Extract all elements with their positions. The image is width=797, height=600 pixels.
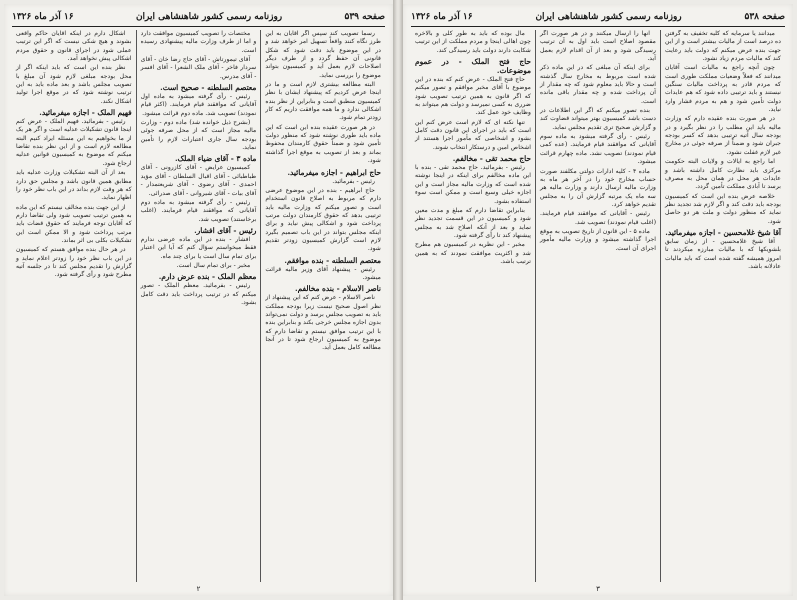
left-page-column-1 <box>261 30 385 582</box>
speaker-heading: معتصم السلطنه - صحیح است. <box>160 83 257 93</box>
paragraph: آنها را ارسال میکنند و در هر صورت اگر مقصود اصلاح است باید اول به آن ترتیب رسیدگی شود و بعد از آن اقدام لازم بعمل آید. <box>540 30 656 63</box>
speaker-heading: ناصر الاسلام - بنده مخالفم. <box>295 284 381 294</box>
paragraph: آقای تیمورتاش - آقای حاج رضا خان - آقای سردار فاخر - آقای ملک الشعرا - آقای افسر - آقای مدرس. <box>140 56 257 80</box>
right-page <box>403 4 793 596</box>
right-page-header <box>411 10 785 27</box>
right-page-column-2 <box>536 30 661 582</box>
paragraph: رئیس - بفرمائید. معظم الملک - تصور میکنم که در ترتیب پرداخت باید دقت کامل بشود. <box>140 282 257 306</box>
left-page-title: روزنامه رسمی کشور شاهنشاهی ایران <box>135 12 283 22</box>
paragraph: مال بوده که باید به طور کلی و بالاخره چون اهالی اینجا و مردم مملکت از این ترتیب شکایت دارند دولت باید رسیدگی کند. <box>415 30 531 54</box>
left-page-column-2 <box>137 30 262 582</box>
left-page-column-3 <box>12 30 137 582</box>
paragraph: البته مطالعه بیشتری لازم است و ما در اینجا عرض کردیم که پیشنهاد ایشان با نظر کمیسیون منطبق است و بنابراین از نظر بنده اشکالی ندارد و ما همه موافقت داریم که کار زودتر تمام شود. <box>265 81 381 122</box>
paragraph: ماده ۴ - کلیه ادارات دولتی مکلفند صورت حساب مخارج خود را در آخر هر ماه به وزارت مالیه ارسال دارند و وزارت مالیه هر سه ماه یک مرتبه گزارش آن را به مجلس تقدیم خواهد کرد. <box>540 167 656 208</box>
paragraph: از این جهت بنده مخالف نیستم که این ماده به همین ترتیب تصویب شود ولی تقاضا دارم که آقایان توجه فرمایند که حقوق قضات باید مرتب پرداخت شود و الا ممکن است این تشکیلات بکلی بی اثر بماند. <box>15 203 132 244</box>
paragraph: در هر صورت عقیده بنده این است که این ماده باید طوری نوشته شود که منظور دولت تأمین شود و ضمناً حقوق کارمندان محفوظ بماند و بعد از تصویب به موقع اجرا گذاشته شود. <box>265 123 381 165</box>
speaker-heading: ماده ۳ - آقای ضیاء الملک. <box>174 154 257 164</box>
paragraph: رسماً تصویب کند سپس اگر آقایان به این طرز نگاه کنند واقعاً تسهیل امر خواهد شد و در این موضوع باید دقت شود که شکل قانونی آن حفظ گردد و از طرف دیگر اصلاحات لازم بعمل آید و کمیسیون بتواند موضوع را بررسی نماید. <box>265 30 381 79</box>
left-page-number: صفحه ۵۳۹ <box>344 12 385 22</box>
paragraph: بنابراین تقاضا دارم که مبلغ و مدت معین شود و کمیسیون در این قسمت تجدید نظر نماید و بعد از آنکه اصلاح شد به مجلس پیشنهاد کند تا رأی گرفته شود. <box>415 206 531 239</box>
right-page-footer-number: ۳ <box>596 585 600 593</box>
speaker-heading: رئیس - آقای افشار. <box>194 225 257 235</box>
paragraph: در هر صورت بنده عقیده دارم که وزارت مالیه باید این مطلب را در نظر بگیرد و در بودجه سال آتیه ترتیبی بدهد که کسر بودجه جبران شود و ضمناً از صرفه جوئی در مخارج غیر لازم غفلت نشود. <box>665 115 781 156</box>
paragraph: رئیس - بفرمائید. <box>332 177 375 185</box>
paragraph: میدانند یا سرمایه که کلیه تخفیف به گرفتن ده درصد است از مالیات بیشتر است و از این جهت بنده عرض میکنم که دولت باید رعایت کند که مالیات مردم زیاد نشود. <box>665 30 781 63</box>
paragraph: حاج ابراهیم - بنده در این موضوع عرضی دارم که مربوط به اصلاح قانون استخدام است و تصور میکنم که وزارت مالیه باید ترتیبی بدهد که حقوق کارمندان دولت مرتب پرداخت شود و اشکالی پیش نیاید و برای اینکه مجلس بتواند در این باب تصمیم بگیرد لازم است گزارش کمیسیون زودتر تقدیم شود. <box>265 186 381 253</box>
right-page-title: روزنامه رسمی کشور شاهنشاهی ایران <box>535 12 682 22</box>
paragraph: مخبر - این نظریه در کمیسیون هم مطرح شد و اکثریت موافقت نمودند که به همین ترتیب باشد. <box>415 241 531 265</box>
speaker-heading: معظم الملک - بنده عرض دارم. <box>158 272 257 282</box>
speaker-heading: حاج فتح الملک - در عموم موضوعات. <box>415 57 531 76</box>
paragraph: بنده تصور میکنم که اگر این اطلاعات در دست باشد کمیسیون بهتر میتواند قضاوت کند و گزارش صحیح تری تقدیم مجلس نماید. <box>540 107 656 131</box>
right-page-number: صفحه ۵۳۸ <box>744 12 785 22</box>
speaker-heading: آقا شیخ غلامحسین - اجازه میفرمائید. <box>665 227 781 237</box>
paragraph: افشار - بنده در این ماده عرضی ندارم فقط میخواستم سؤال کنم که آیا این اعتبار برای تمام سال است یا برای چند ماه. <box>140 235 257 260</box>
speaker-heading: معتصم السلطنه - بنده موافقم. <box>284 255 381 265</box>
right-page-date: ۱۶ آذر ماه ۱۳۲۶ <box>411 12 473 22</box>
paragraph: (بشرح ذیل خوانده شد) ماده دوم - وزارت مالیه مجاز است که از محل صرفه جوئی بودجه سال جاری اعتبارات لازم را تأمین نماید. <box>140 119 257 152</box>
left-page-date: ۱۶ آذر ماه ۱۳۲۶ <box>12 12 74 22</box>
paragraph: حاج فتح الملک - عرض کنم که بنده در این موضوع با آقای مخبر موافقم و تصور میکنم که اگر قانون به همین ترتیب تصویب شود ضرری به کسی نمیرسد و دولت هم میتواند به وظایف خود عمل کند. <box>415 76 531 117</box>
paragraph: تنها نکته ای که لازم است عرض کنم این است که باید در اجرای این قانون دقت کامل بشود و اشخاصی که مأمور اجرا هستند از اشخاص امین و درستکار انتخاب شوند. <box>415 118 531 151</box>
right-page-column-3 <box>411 30 536 582</box>
paragraph: رئیس - بفرمائید. حاج محمد تقی - بنده با این ماده مخالفم برای اینکه در اینجا نوشته شده است که وزارت مالیه مجاز است و این اجازه خیلی وسیع است و ممکن است سوء استفاده بشود. <box>415 164 531 205</box>
paragraph: مخبر - برای تمام سال است. <box>176 261 251 269</box>
paragraph: مختصات را تصویب کمیسیون موافقت دارد و اما از طرف وزارت مالیه پیشنهادی رسیده است. <box>140 30 257 54</box>
paragraph: اشکال دارم در اینکه آقایان حاکم واقعی بشوند و هیچ شکی نیست که اگر این ترتیب عملی شود در اجرای قانون و حقوق مردم اشکالی پیش نخواهد آمد. <box>15 30 132 63</box>
paragraph: برای اینکه آن مبلغی که در این ماده ذکر شده است مربوط به مخارج سال گذشته است و حالا باید معلوم شود که چه مقدار از آن پرداخت شده و چه مقدار باقی مانده است. <box>540 64 656 105</box>
left-page-columns <box>12 30 385 582</box>
left-page-footer-number: ۲ <box>196 585 201 593</box>
right-page-columns <box>411 30 785 582</box>
paragraph: رئیس - بفرمائید. فهیم الملک - عرض کنم اینجا قانون تشکیلات عدلیه است و اگر هر یک از ما بخواهیم به این مسئله ایراد کنیم البته مطالعه لازم است و از این نظر بنده تقاضا میکنم که موضوع به کمیسیون قوانین عدلیه ارجاع شود. <box>15 118 132 167</box>
paragraph: کمیسیون عرایض - آقای کازرونی - آقای طباطبائی - آقای اقبال السلطان - آقای مؤید احمدی - آقای رضوی - آقای شریعتمدار - آقای بیات - آقای شیروانی - آقای صدرائی. <box>140 164 257 197</box>
paragraph: نظر بنده این است که باید اینکه اگر از محل بودجه مبلغی لازم شود آن مبلغ با تصویب مجلس باشد و بعد ماده باید به این ترتیب نوشته شود که در موقع اجرا تولید اشکال نکند. <box>15 64 132 105</box>
paragraph: رئیس - رأی گرفته میشود به ماده اول آقایانی که موافقند قیام فرمایند. (اکثر قیام نمودند) تصویب شد. ماده دوم قرائت میشود. <box>140 93 257 117</box>
left-page <box>4 4 393 596</box>
right-page-column-1 <box>661 30 785 582</box>
speaker-heading: حاج محمد تقی - مخالفم. <box>452 154 531 164</box>
paragraph: بعد از آن البته تشکیلات وزارت عدلیه باید مطابق همین قانون باشد و مجلس حق دارد که هر وقت لازم بداند در این باب نظر خود را اظهار نماید. <box>15 169 132 202</box>
paragraph: رئیس - رأی گرفته میشود به ماده دوم آقایانی که موافقند قیام فرمایند. (اغلب برخاستند) تصویب شد. <box>140 198 257 223</box>
paragraph: رئیس - رأی گرفته میشود به ماده سوم آقایانی که موافقند قیام فرمایند. (عده کمی قیام نمودند) تصویب نشد. ماده چهارم قرائت میشود. <box>540 133 656 166</box>
paragraph: ماده ۵ - این قانون از تاریخ تصویب به موقع اجرا گذاشته میشود و وزارت مالیه مأمور اجرای آن است. <box>540 227 656 252</box>
paragraph: اما راجع به ایالات و ولایات البته حکومت مرکزی باید نظارت کامل داشته باشد و عایدات هر محل در همان محل به مصرف برسد تا آبادی مملکت تأمین گردد. <box>665 158 781 191</box>
paragraph: چون آنچه راجع به مالیات است آقایان میدانند که فعلاً وضعیات مملکت طوری است که مردم قادر به پرداخت مالیات سنگین نیستند و باید ترتیبی داده شود که هم عایدات دولت تأمین شود و هم به مردم فشار وارد نیاید. <box>665 64 781 114</box>
paragraph: آقا شیخ غلامحسین - از زمان سابق بلشویکها که با مالیات مبارزه میکردند تا امروز همیشه گفته شده است که باید مالیات عادلانه باشد. <box>665 237 781 270</box>
speaker-heading: فهیم الملک - اجازه میفرمائید. <box>39 108 132 118</box>
paragraph: رئیس - آقایانی که موافقند قیام فرمایند. (اغلب قیام نمودند) تصویب شد. <box>540 210 656 226</box>
speaker-heading: حاج ابراهیم - اجازه میفرمائید. <box>287 167 381 177</box>
paragraph: در هر حال بنده موافق هستم که کمیسیون در این باب نظر خود را زودتر اعلام نماید و گزارش را تقدیم مجلس کند تا در جلسه آتیه مطرح شود و رأی گرفته شود. <box>15 246 132 279</box>
paragraph: ناصر الاسلام - عرض کنم که این پیشنهاد از نظر اصول صحیح نیست زیرا بودجه مملکت باید به تصویب مجلس برسد و دولت نمی‌تواند بدون اجازه مجلس خرجی بکند و بنابراین بنده با این ترتیب موافق نیستم و تقاضا دارم که موضوع به کمیسیون ارجاع شود تا در آنجا مطالعه کامل بعمل آید. <box>265 294 381 352</box>
paragraph: رئیس - پیشنهاد آقای وزیر مالیه قرائت میشود. <box>265 265 381 281</box>
binding-gutter <box>393 0 403 600</box>
paragraph: خلاصه عرض بنده این است که کمیسیون بودجه باید دقت کند و اگر لازم شد تجدید نظر نماید که منظور دولت و ملت هر دو حاصل شود. <box>665 192 781 225</box>
left-page-header <box>12 10 385 27</box>
